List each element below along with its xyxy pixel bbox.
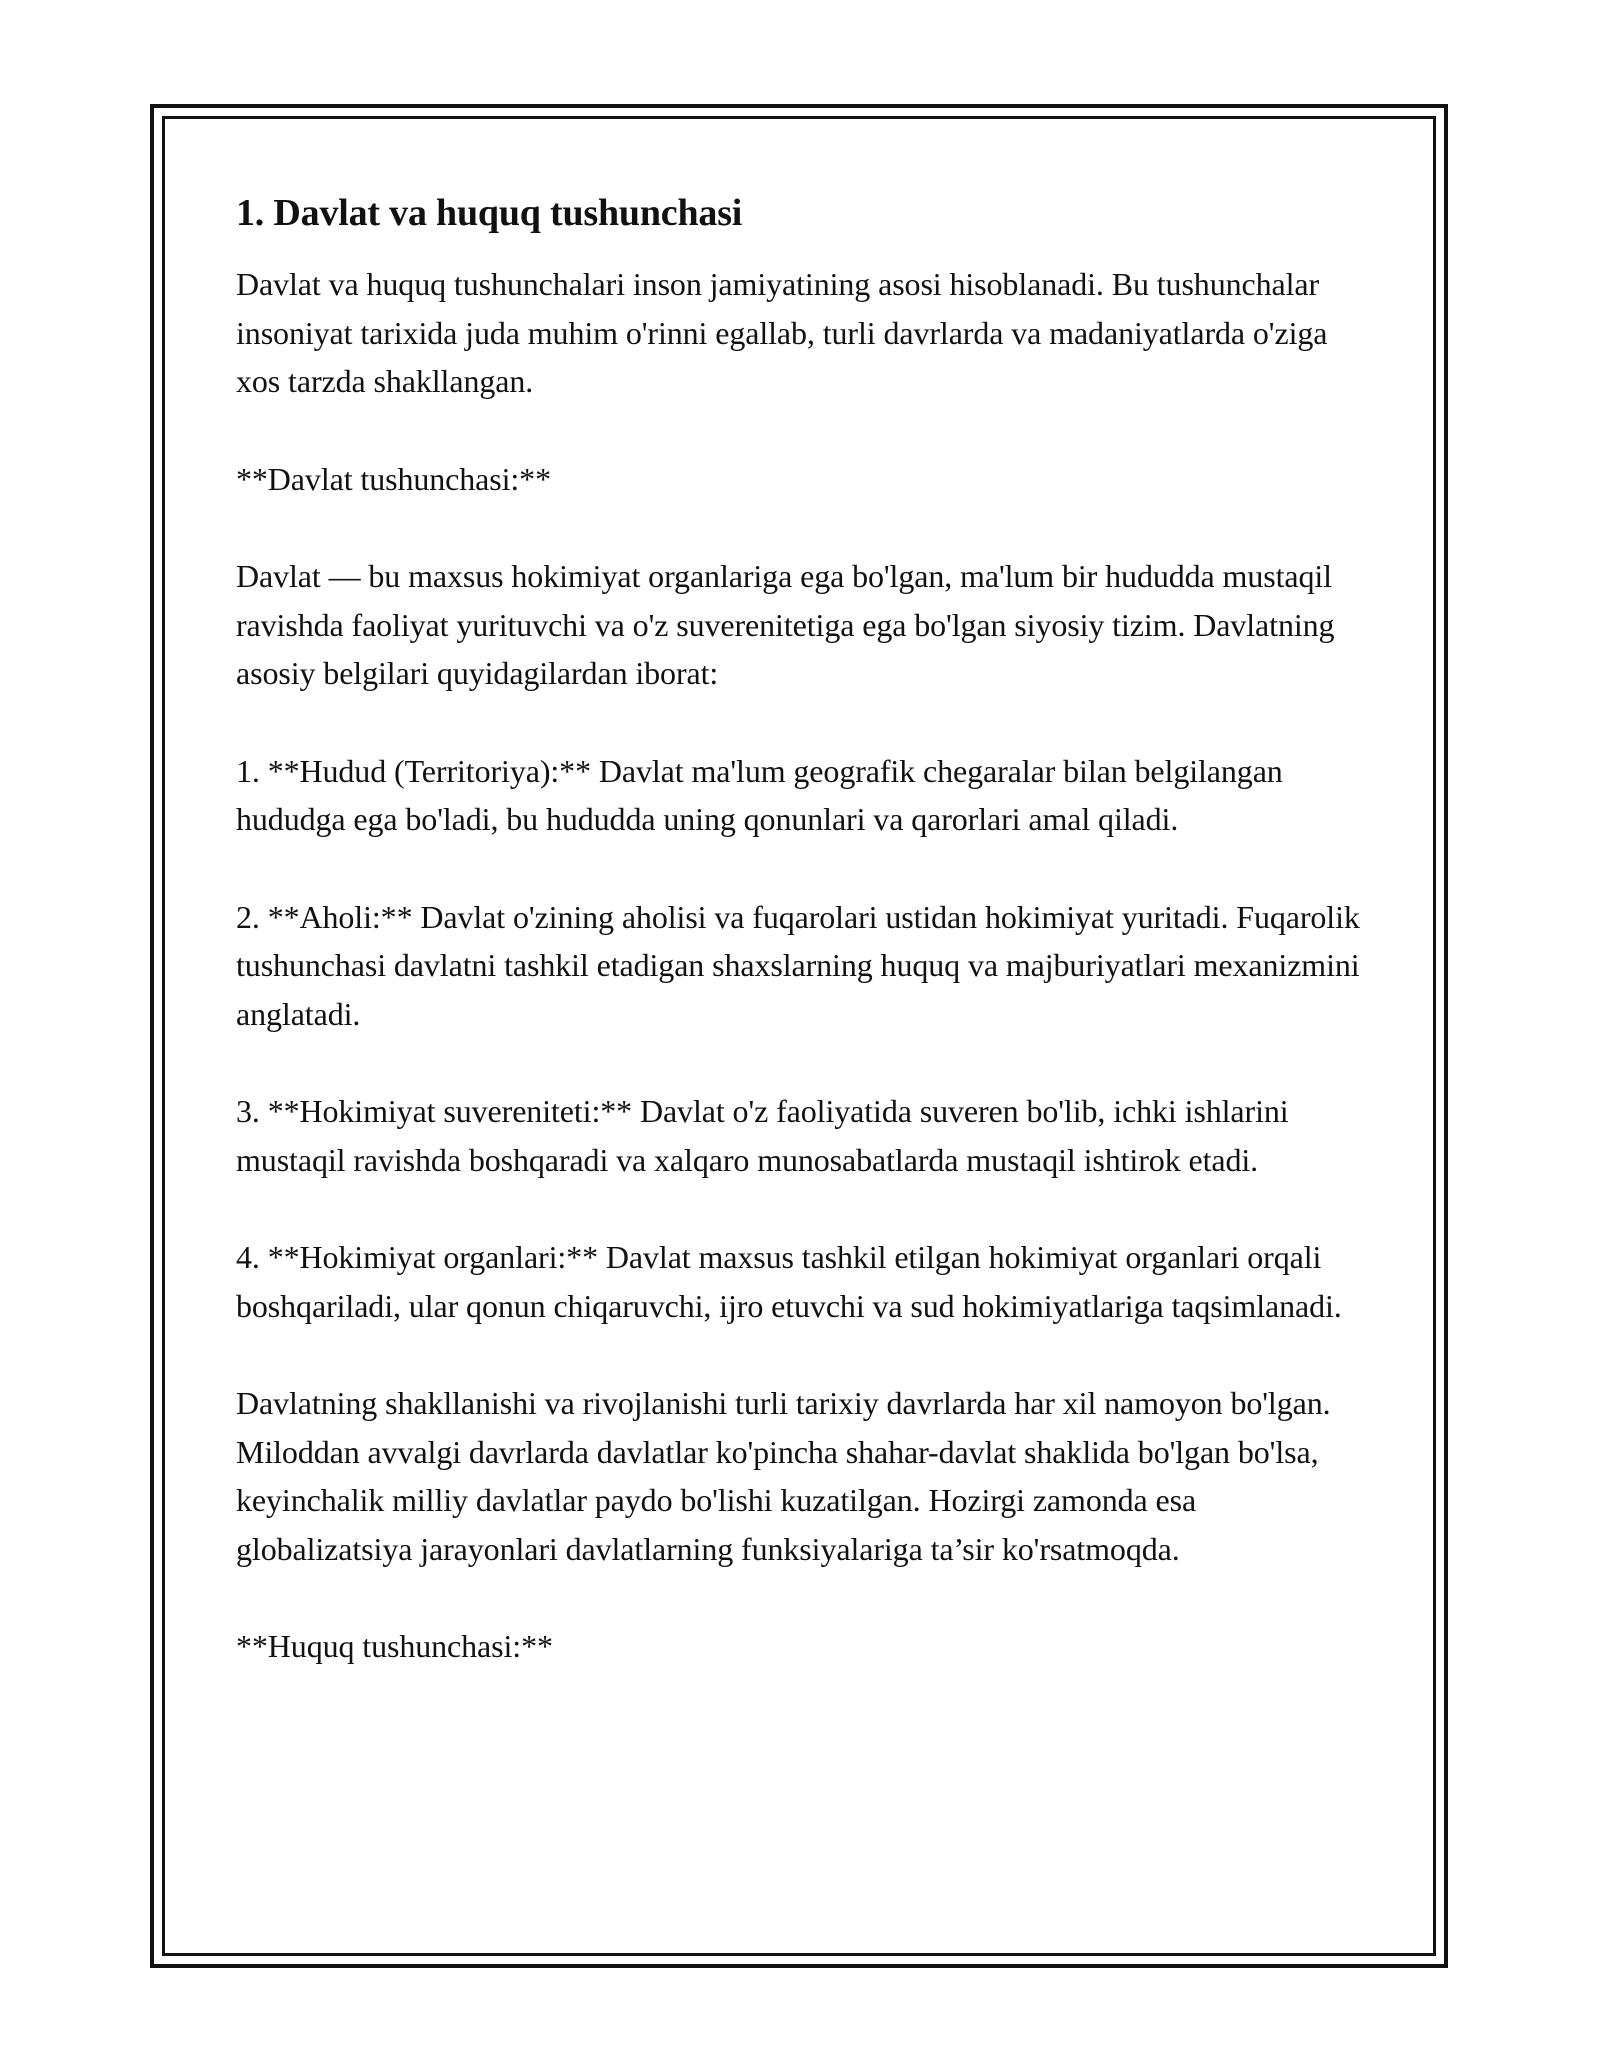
paragraph-davlat-definition: Davlat — bu maxsus hokimiyat organlariga ega bo'lgan, ma'lum bir hududda mustaqil ravishda faoliyat yurituvchi va o'z suverenitetiga ega bo'lgan siyosiy tizim. Davlatning asosiy belgilari quyidagilardan iborat: xyxy=(236,558,1335,691)
section-heading: 1. Davlat va huquq tushunchasi xyxy=(236,192,743,234)
list-item-suverenitet: 3. **Hokimiyat suvereniteti:** Davlat o'z faoliyatida suveren bo'lib, ichki ishlarini mustaqil ravishda boshqaradi va xalqaro munosabatlarda mustaqil ishtirok etadi. xyxy=(236,1093,1289,1178)
subheading-davlat: **Davlat tushunchasi:** xyxy=(236,460,551,497)
document-content xyxy=(236,185,1376,1720)
list-item-aholi: 2. **Aholi:** Davlat o'zining aholisi va fuqarolari ustidan hokimiyat yuritadi. Fuqarolik tushunchasi davlatni tashkil etadigan shaxslarning huquq va majburiyatlari mexanizmini anglatadi. xyxy=(236,898,1360,1032)
list-item-organlar: 4. **Hokimiyat organlari:** Davlat maxsus tashkil etilgan hokimiyat organlari orqali boshqariladi, ular qonun chiqaruvchi, ijro etuvchi va sud hokimiyatlariga taqsimlanadi. xyxy=(236,1239,1342,1324)
paragraph-intro: Davlat va huquq tushunchalari inson jamiyatining asosi hisoblanadi. Bu tushunchalar insoniyat tarixida juda muhim o'rinni egallab, turli davrlarda va madaniyatlarda o'ziga xos tarzda shakllangan. xyxy=(236,266,1328,399)
paragraph-davlat-history: Davlatning shakllanishi va rivojlanishi turli tarixiy davrlarda har xil namoyon bo'lgan. Miloddan avvalgi davrlarda davlatlar ko'pincha shahar-davlat shaklida bo'lgan bo'lsa, keyinchalik milliy davlatlar paydo bo'lishi kuzatilgan. Hozirgi zamonda esa globalizatsiya jarayonlari davlatlarning funksiyalariga ta’sir ko'rsatmoqda. xyxy=(236,1385,1331,1567)
list-item-hudud: 1. **Hudud (Territoriya):** Davlat ma'lum geografik chegaralar bilan belgilangan hududga ega bo'ladi, bu hududda uning qonunlari va qarorlari amal qiladi. xyxy=(236,752,1283,837)
subheading-huquq: **Huquq tushunchasi:** xyxy=(236,1628,553,1664)
